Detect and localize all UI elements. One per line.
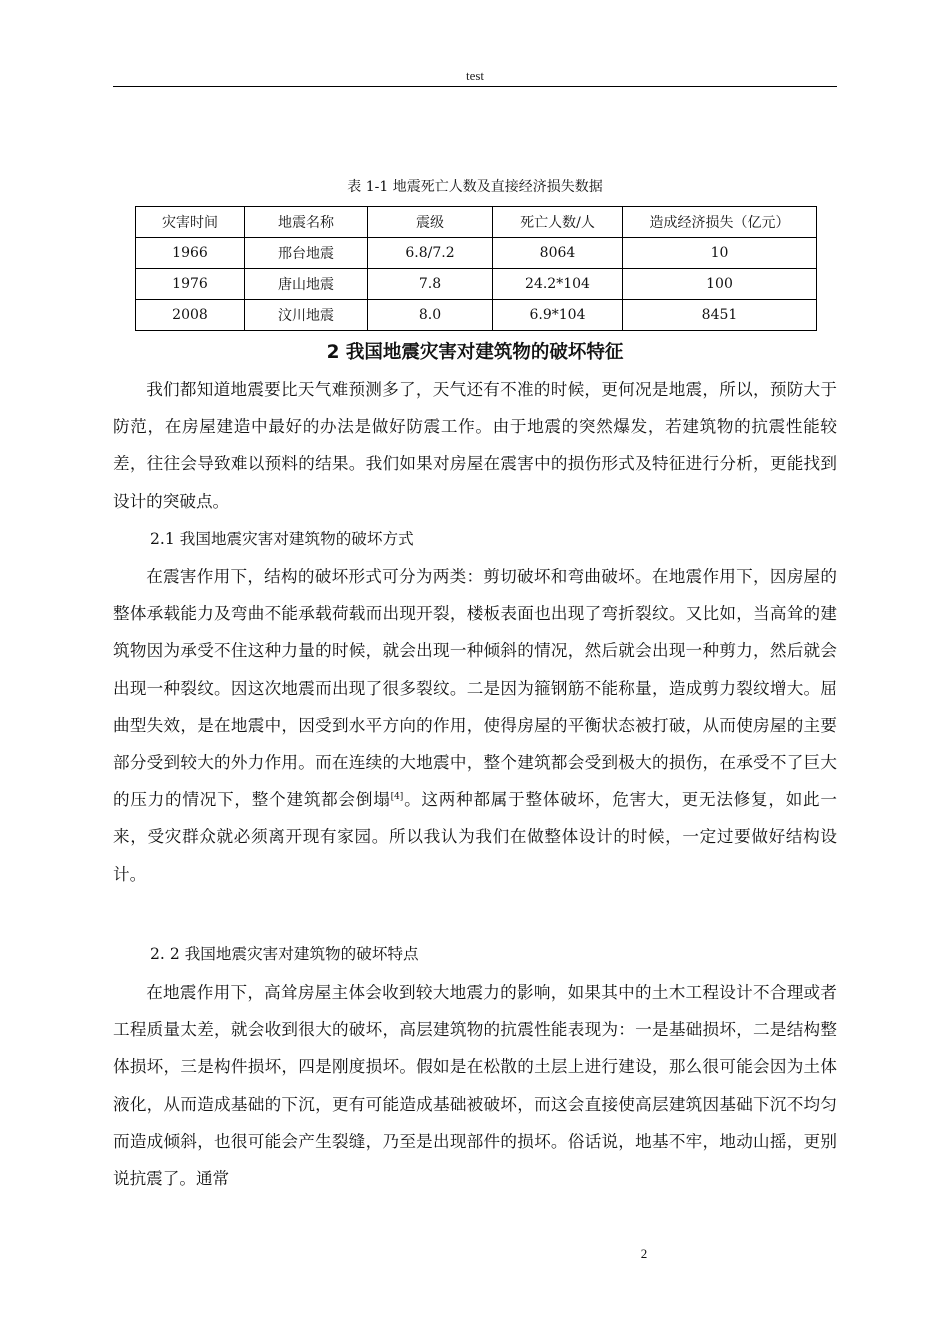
table-cell: 汶川地震 xyxy=(245,300,368,331)
table-cell: 唐山地震 xyxy=(245,269,368,300)
page-number: 2 xyxy=(640,1246,648,1261)
table-cell: 6.8/7.2 xyxy=(368,238,493,269)
table-header-row xyxy=(136,207,817,238)
table-cell: 8.0 xyxy=(368,300,493,331)
table-cell: 1976 xyxy=(136,269,245,300)
table-cell: 8064 xyxy=(493,238,623,269)
table-cell: 24.2*104 xyxy=(493,269,623,300)
column-header: 死亡人数/人 xyxy=(493,207,623,238)
subsection-paragraph xyxy=(113,558,837,893)
table-row xyxy=(136,269,817,300)
column-header: 造成经济损失（亿元） xyxy=(623,207,817,238)
citation-reference: [4] xyxy=(390,792,404,803)
subsection-heading: 2.1 我国地震灾害对建筑物的破坏方式 xyxy=(150,530,414,548)
table-row xyxy=(136,238,817,269)
table-cell: 7.8 xyxy=(368,269,493,300)
subsection-paragraph: 在地震作用下，高耸房屋主体会收到较大地震力的影响，如果其中的土木工程设计不合理或者工程质量太差，就会收到很大的破坏，高层建筑物的抗震性能表现为：一是基础损坏，二是结构整体损坏，三是构件损坏，四是刚度损坏。假如是在松散的土层上进行建设，那么很可能会因为土体液化，从而造成基础的下沉，更有可能造成基础被破坏，而这会直接使高层建筑因基础下沉不均匀而造成倾斜，也很可能会产生裂缝，乃至是出现部件的损坏。俗话说，地基不牢，地动山摇，更别说抗震了。通常 xyxy=(113,983,837,1189)
column-header: 震级 xyxy=(368,207,493,238)
table-cell: 100 xyxy=(623,269,817,300)
table-cell: 10 xyxy=(623,238,817,269)
table-cell: 1966 xyxy=(136,238,245,269)
header-rule xyxy=(113,86,837,87)
subsection-heading: 2. 2 我国地震灾害对建筑物的破坏特点 xyxy=(150,945,419,963)
paragraph-text: 。这两种都属于整体破坏，危害大，更无法修复，如此一来，受灾群众就必须离开现有家园。所以我认为我们在做整体设计的时候，一定过要做好结构设计。 xyxy=(113,790,838,884)
earthquake-data-table xyxy=(135,206,817,331)
column-header: 灾害时间 xyxy=(136,207,245,238)
intro-paragraph: 我们都知道地震要比天气难预测多了，天气还有不准的时候，更何况是地震，所以，预防大于防范，在房屋建造中最好的办法是做好防震工作。由于地震的突然爆发，若建筑物的抗震性能较差，往往会导致难以预料的结果。我们如果对房屋在震害中的损伤形式及特征进行分析，更能找到设计的突破点。 xyxy=(113,380,837,511)
paragraph-text: 在震害作用下，结构的破坏形式可分为两类：剪切破坏和弯曲破坏。在地震作用下，因房屋的整体承载能力及弯曲不能承载荷载而出现开裂，楼板表面也出现了弯折裂纹。又比如，当高耸的建筑物因为承受不住这种力量的时候，就会出现一种倾斜的情况，然后就会出现一种剪力，然后就会出现一种裂纹。因这次地震而出现了很多裂纹。二是因为箍钢筋不能称量，造成剪力裂纹增大。屈曲型失效，是在地震中，因受到水平方向的作用，使得房屋的平衡状态被打破，从而使房屋的主要部分受到较大的外力作用。而在连续的大地震中，整个建筑都会受到极大的损伤，在承受不了巨大的压力的情况下，整个建筑都会倒塌 xyxy=(113,567,837,810)
table-row xyxy=(136,300,817,331)
column-header: 地震名称 xyxy=(245,207,368,238)
section-heading: 2 我国地震灾害对建筑物的破坏特征 xyxy=(326,342,624,363)
table-caption: 表 1-1 地震死亡人数及直接经济损失数据 xyxy=(347,179,603,195)
table-cell: 邢台地震 xyxy=(245,238,368,269)
table-cell: 2008 xyxy=(136,300,245,331)
table-cell: 8451 xyxy=(623,300,817,331)
table-cell: 6.9*104 xyxy=(493,300,623,331)
page-header: test xyxy=(465,68,485,83)
